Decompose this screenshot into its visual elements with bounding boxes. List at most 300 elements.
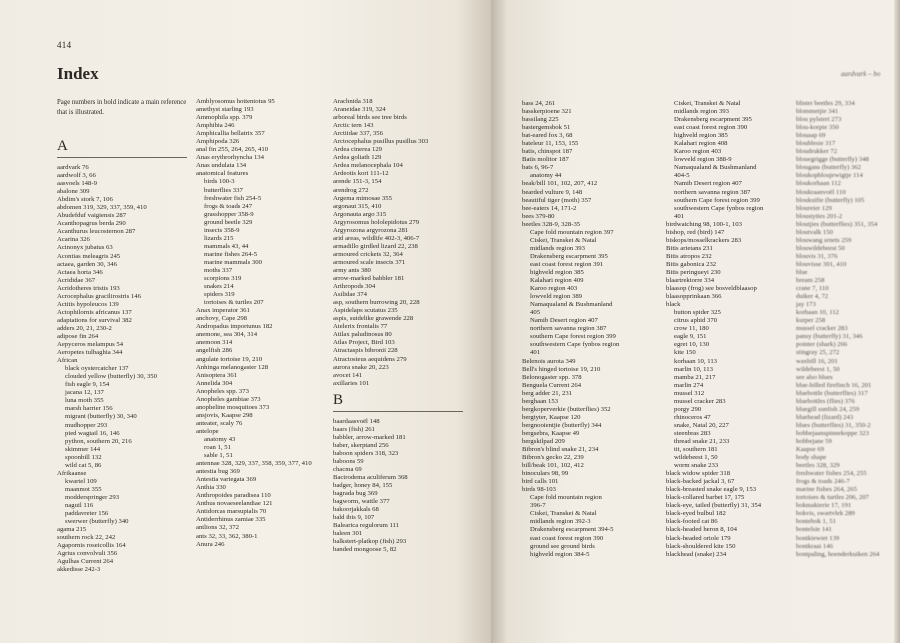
index-entry: berghaan 153 bbox=[522, 397, 559, 405]
index-entry: bobbejaanspinnekoppe 323 bbox=[796, 429, 869, 437]
index-entry: lowveld region 388-9 bbox=[674, 156, 732, 164]
index-entry: east coast forest region 391 bbox=[530, 260, 604, 268]
index-entry: armoured scale insects 371 bbox=[333, 258, 406, 266]
index-entry: aardvark 76 bbox=[57, 164, 89, 171]
index-entry: black-headed heron 8, 104 bbox=[666, 526, 737, 534]
index-entry: ground see ground birds bbox=[530, 542, 595, 550]
index-entry: east coast forest region 390 bbox=[674, 124, 748, 132]
index-entry: chacma 69 bbox=[333, 465, 362, 473]
index-entry: Cape fold mountain region 397 bbox=[530, 228, 614, 236]
index-entry: button spider 325 bbox=[674, 309, 721, 317]
index-list bbox=[57, 365, 187, 470]
index-entry: Antidorcas marsupialis 70 bbox=[196, 508, 267, 516]
index-entry: Andropadus importunus 182 bbox=[196, 323, 273, 331]
index-entry: baboons 59 bbox=[333, 457, 364, 465]
index-entry: armadillo girdled lizard 22, 238 bbox=[333, 242, 418, 250]
index-entry: blaasop (frog) see bosveldblaasop bbox=[666, 285, 757, 293]
index-entry: arende 151-3, 154 bbox=[333, 178, 382, 186]
index-entry: Bitis arietans 231 bbox=[666, 244, 713, 252]
index-column-6 bbox=[796, 100, 879, 559]
index-entry: Agapornis roseicollis 164 bbox=[57, 542, 126, 550]
index-entry: Balearica regulorum 111 bbox=[333, 522, 399, 530]
index-entry: body shape bbox=[796, 454, 827, 462]
index-entry: Atelerix frontalis 77 bbox=[333, 323, 388, 331]
index-entry: aasvoels 148-9 bbox=[57, 180, 97, 188]
index-entry: avocet 141 bbox=[333, 371, 363, 379]
index-entry: scorpions 319 bbox=[204, 275, 242, 283]
index-entry: birds 100-3 bbox=[204, 178, 235, 186]
index-entry: mamba 21, 217 bbox=[674, 373, 716, 381]
index-list bbox=[522, 180, 619, 228]
index-entry: Agrius convolvuli 356 bbox=[57, 550, 118, 558]
index-entry: marsh harrier 156 bbox=[65, 405, 113, 413]
index-list bbox=[333, 98, 463, 388]
index-entry: black-backed jackal 3, 67 bbox=[666, 478, 735, 486]
index-entry: Acridotheres tristis 193 bbox=[57, 284, 120, 292]
index-entry: Bibron's blind snake 21, 234 bbox=[522, 446, 599, 454]
index-entry: wildebeest 1, 50 bbox=[674, 454, 718, 462]
index-entry: Anisoptera 361 bbox=[196, 371, 238, 379]
index-entry: anopheline mosquitoes 373 bbox=[196, 403, 270, 411]
index-entry: actaea, garden 30, 346 bbox=[57, 260, 117, 268]
index-entry: batis, chinspot 187 bbox=[522, 148, 573, 156]
index-entry: Anthia 330 bbox=[196, 484, 226, 492]
index-entry: army ants 380 bbox=[333, 266, 371, 274]
index-entry: Namaqualand & Bushmanland bbox=[674, 164, 757, 172]
index-entry: northern savanna region 387 bbox=[674, 188, 751, 196]
index-entry: antlions 32, 372 bbox=[196, 524, 239, 532]
index-entry: bloutjies (butterflies) 351, 354 bbox=[796, 220, 878, 228]
index-entry: bees 379-80 bbox=[522, 212, 555, 220]
index-entry: bluegill sunfish 24, 259 bbox=[796, 405, 860, 413]
index-entry: thread snake 21, 233 bbox=[674, 437, 730, 445]
index-entry: Cape fold mountain region bbox=[530, 494, 602, 502]
index-entry: Abudefduf vaigiensis 287 bbox=[57, 212, 127, 220]
index-entry: Anas undulata 134 bbox=[196, 162, 247, 170]
index-list bbox=[333, 418, 463, 555]
index-entry: bontelsie 141 bbox=[796, 526, 832, 534]
index-entry: bats 6, 96-7 bbox=[522, 164, 554, 172]
section-letter-b: B bbox=[333, 391, 463, 412]
index-entry: mudhopper 293 bbox=[65, 421, 108, 429]
index-entry: maanmot 355 bbox=[65, 485, 102, 493]
index-list bbox=[57, 478, 187, 526]
index-entry: Abdim's stork 7, 106 bbox=[57, 196, 113, 204]
index-entry: Namib Desert region 407 bbox=[674, 180, 742, 188]
index-entry: blouvis 31, 376 bbox=[796, 252, 838, 260]
index-entry: Arachnida 318 bbox=[333, 98, 373, 105]
index-entry: Drakensberg escarpment 394-5 bbox=[530, 526, 614, 534]
index-entry: bontkraai 146 bbox=[796, 542, 833, 550]
index-entry: blou-korpie 350 bbox=[796, 124, 839, 132]
index-entry: adaptations for survival 382 bbox=[57, 316, 132, 324]
index-entry: Ammophila spp. 379 bbox=[196, 114, 253, 122]
index-entry: antennae 328, 329, 337, 358, 359, 377, 410 bbox=[196, 460, 312, 468]
index-entry: bergnooientjie (butterfly) 344 bbox=[522, 421, 602, 429]
index-entry: birds 98-103 bbox=[522, 486, 556, 494]
index-entry: arboreal birds see tree birds bbox=[333, 114, 407, 122]
index-entry: Amphipoda 326 bbox=[196, 138, 240, 146]
index-entry: bloukuifie (butterfly) 105 bbox=[796, 196, 865, 204]
page-title: Index bbox=[57, 64, 99, 83]
index-entry: bill/beak 101, 102, 412 bbox=[522, 462, 584, 470]
index-entry: highveld region 384-5 bbox=[530, 550, 590, 558]
index-entry: Atlas Project, Bird 103 bbox=[333, 339, 395, 347]
index-entry: bergsebra, Kaapse 49 bbox=[522, 429, 580, 437]
index-list bbox=[196, 178, 312, 307]
index-entry: eagle 9, 151 bbox=[674, 333, 707, 341]
index-entry: anteater, scaly 76 bbox=[196, 419, 243, 427]
index-entry: bloudrukker 72 bbox=[796, 148, 838, 156]
index-list bbox=[666, 470, 763, 559]
index-list bbox=[522, 358, 619, 495]
index-entry: lizards 215 bbox=[204, 234, 234, 242]
index-entry: adders 20, 21, 230-2 bbox=[57, 324, 112, 332]
index-entry: ansjovis, Kaapse 298 bbox=[196, 411, 253, 419]
index-list bbox=[57, 526, 187, 574]
index-entry: mussel cracker 283 bbox=[796, 325, 848, 333]
index-entry: Bitis peringueyi 230 bbox=[666, 268, 721, 276]
index-list bbox=[196, 307, 312, 436]
index-entry: blommetjie 341 bbox=[796, 108, 839, 116]
index-entry: Arctic tern 143 bbox=[333, 122, 374, 130]
index-entry: tortoises & turtles 206, 207 bbox=[796, 494, 870, 502]
index-entry: Amblyosomus hottentotus 95 bbox=[196, 98, 275, 105]
index-entry: modderspringer 293 bbox=[65, 493, 120, 501]
index-entry: northern savanna region 387 bbox=[530, 325, 607, 333]
index-entry: bateleur 11, 153, 155 bbox=[522, 140, 579, 148]
index-entry: bagworm, wattle 377 bbox=[333, 498, 390, 506]
index-entry: anatomy 43 bbox=[204, 435, 236, 443]
index-entry: bird calls 101 bbox=[522, 478, 559, 486]
index-entry: Acontias meleagris 245 bbox=[57, 252, 121, 260]
index-entry: Acrocephalus gracilirostris 146 bbox=[57, 292, 141, 300]
index-entry: bloukopbloujewigtje 114 bbox=[796, 172, 863, 180]
index-entry: marlin 274 bbox=[674, 381, 704, 389]
index-entry: baboon spiders 318, 323 bbox=[333, 449, 399, 457]
index-entry: Antestia variegata 369 bbox=[196, 476, 257, 484]
intro-note: Page numbers in bold indicate a main reference that is illustrated. bbox=[57, 99, 187, 116]
index-entry: bobbejane 59 bbox=[796, 437, 832, 445]
index-entry: berg adder 21, 231 bbox=[522, 389, 573, 397]
index-entry: Actophilornis africanus 137 bbox=[57, 308, 132, 316]
index-entry: anemoon 314 bbox=[196, 339, 233, 347]
index-entry: Argema mimosae 355 bbox=[333, 194, 392, 202]
index-entry: antestia bug 369 bbox=[196, 468, 240, 476]
index-entry: Atractaspis bibronii 228 bbox=[333, 347, 398, 355]
index-entry: basskerpioene 321 bbox=[522, 108, 572, 116]
index-entry: see also blues bbox=[796, 373, 833, 381]
index-entry: steenbras 283 bbox=[674, 429, 711, 437]
index-entry: southern Cape forest region 399 bbox=[674, 196, 760, 204]
index-entry: bontebok 1, 51 bbox=[796, 518, 836, 526]
index-entry: blougans (butterfly) 362 bbox=[796, 164, 862, 172]
index-entry: argonaut 315, 410 bbox=[333, 202, 382, 210]
index-list bbox=[666, 100, 763, 221]
index-entry: bass 24, 261 bbox=[522, 100, 556, 107]
index-entry: southern Cape forest region 399 bbox=[530, 333, 616, 341]
index-entry: Bibron's gecko 22, 239 bbox=[522, 454, 584, 462]
index-entry: Namaqualand & Bushmanland bbox=[530, 301, 613, 309]
index-entry: bee-eaters 14, 171-2 bbox=[522, 204, 577, 212]
index-entry: Afrikaanse bbox=[57, 469, 87, 477]
index-entry: 405 bbox=[530, 309, 541, 317]
index-entry: Kalahari region 408 bbox=[674, 140, 728, 148]
index-entry: bergkoperverkie (butterflies) 352 bbox=[522, 405, 611, 413]
index-entry: binoculars 98, 99 bbox=[522, 470, 569, 478]
index-entry: agama 215 bbox=[57, 526, 87, 534]
index-entry: 404-5 bbox=[674, 172, 690, 180]
index-entry: Aspidelaps scutatus 235 bbox=[333, 307, 398, 315]
index-entry: Karoo region 403 bbox=[674, 148, 722, 156]
index-list bbox=[522, 172, 619, 180]
index-entry: Anthus novaeseelandiae 121 bbox=[196, 500, 273, 508]
index-entry: rhinoceros 47 bbox=[674, 413, 711, 421]
index-entry: korhaan 10, 113 bbox=[674, 357, 718, 365]
index-entry: blouaap 69 bbox=[796, 132, 826, 140]
index-entry: naguil 116 bbox=[65, 501, 94, 509]
index-entry: Ardea melanocephala 104 bbox=[333, 162, 403, 170]
index-entry: black widow spider 318 bbox=[666, 470, 731, 478]
index-entry: baardaasvoël 148 bbox=[333, 417, 380, 425]
index-entry: blouegrigge (butterfly) 348 bbox=[796, 156, 869, 164]
index-entry: bagrada bug 369 bbox=[333, 490, 378, 498]
index-entry: luna moth 355 bbox=[65, 397, 104, 405]
index-entry: blouvisse 301, 410 bbox=[796, 260, 847, 268]
index-entry: Namib Desert region 407 bbox=[530, 317, 598, 325]
index-entry: blaasopprinkaan 366 bbox=[666, 293, 722, 301]
index-list bbox=[522, 229, 619, 358]
index-entry: Argonauta argo 315 bbox=[333, 210, 387, 218]
index-entry: marine fishes 264-5 bbox=[204, 250, 258, 258]
section-letter-a: A bbox=[57, 137, 187, 158]
index-entry: bluebottles (flies) 376 bbox=[796, 397, 855, 405]
index-entry: marine mammals 300 bbox=[204, 258, 262, 266]
index-entry: jay 173 bbox=[796, 301, 816, 309]
index-entry: blou pylstert 273 bbox=[796, 116, 842, 124]
index-entry: black oystercatcher 137 bbox=[65, 365, 129, 373]
index-column-5 bbox=[666, 100, 763, 559]
index-entry: python, southern 20, 216 bbox=[65, 437, 132, 445]
index-entry: kite 150 bbox=[674, 349, 696, 357]
index-entry: Arthropods 304 bbox=[333, 283, 376, 291]
index-entry: angulate tortoise 19, 210 bbox=[196, 355, 263, 363]
index-entry: Argyrosomus hololepidotus 279 bbox=[333, 218, 420, 226]
index-entry: Atilax paludinosus 80 bbox=[333, 331, 392, 339]
index-entry: mussel 312 bbox=[674, 389, 705, 397]
index-entry: Ardeotis kori 111-12 bbox=[333, 170, 389, 178]
index-entry: jacana 12, 137 bbox=[65, 389, 104, 397]
index-entry: crow 11, 180 bbox=[674, 325, 709, 333]
index-entry: Bitis gabonica 232 bbox=[666, 260, 717, 268]
index-entry: baleen 301 bbox=[333, 530, 363, 538]
index-entry: Acanthurus leucosternon 287 bbox=[57, 228, 136, 236]
index-entry: citrus aphid 370 bbox=[674, 317, 718, 325]
index-entry: Arctiidae 337, 356 bbox=[333, 130, 383, 138]
index-entry: pointer (shark) 266 bbox=[796, 341, 848, 349]
index-entry: Anopheles spp. 373 bbox=[196, 387, 249, 395]
index-column-4 bbox=[522, 100, 619, 559]
index-entry: banded mongoose 5, 82 bbox=[333, 546, 397, 554]
index-entry: pansy (butterfly) 31, 346 bbox=[796, 333, 863, 341]
index-entry: egret 10, 130 bbox=[674, 341, 710, 349]
index-entry: Acinonyx jubatus 63 bbox=[57, 244, 113, 252]
index-entry: Benguela Current 264 bbox=[522, 381, 582, 389]
index-entry: worm snake 233 bbox=[674, 462, 719, 470]
index-entry: 396-7 bbox=[530, 502, 546, 510]
index-entry: marine fishes 264, 265 bbox=[796, 486, 857, 494]
index-entry: asp, southern burrowing 20, 228 bbox=[333, 299, 420, 307]
index-entry: mammals 43, 44 bbox=[204, 242, 249, 250]
index-entry: anemone, sea 304, 314 bbox=[196, 331, 258, 339]
index-entry: 401 bbox=[674, 212, 685, 220]
index-entry: Acanthopagrus berda 290 bbox=[57, 220, 126, 228]
index-entry: arid areas, wildlife 402-3, 406-7 bbox=[333, 234, 420, 242]
index-entry: babbler, arrow-marked 181 bbox=[333, 433, 406, 441]
index-entry: bokvis, swartvlek 289 bbox=[796, 510, 855, 518]
index-entry: wildebeest 1, 50 bbox=[796, 365, 840, 373]
index-entry: black-footed cat 86 bbox=[666, 518, 718, 526]
index-entry: lowveld region 389 bbox=[530, 293, 583, 301]
index-entry: black-breasted snake eagle 9, 153 bbox=[666, 486, 757, 494]
index-entry: bloureier 129 bbox=[796, 204, 832, 212]
index-list bbox=[796, 100, 879, 559]
index-entry: blue-billed firefinch 16, 201 bbox=[796, 381, 872, 389]
index-list bbox=[522, 494, 619, 558]
index-entry: Ciskei, Transkei & Natal bbox=[530, 236, 597, 244]
index-entry: blue bbox=[796, 268, 808, 276]
index-entry: clouded yellow (butterfly) 30, 350 bbox=[65, 373, 157, 381]
index-entry: snakes 214 bbox=[204, 283, 234, 291]
index-list bbox=[666, 221, 763, 310]
index-entry: bearded vulture 9, 148 bbox=[522, 188, 583, 196]
index-entry: Anthropoides paradisea 110 bbox=[196, 492, 271, 500]
index-entry: grasshopper 358-9 bbox=[204, 210, 254, 218]
index-entry: axillaries 101 bbox=[333, 379, 370, 387]
index-entry: black-eye, tailed (butterfly) 31, 354 bbox=[666, 502, 762, 510]
index-entry: Annelida 304 bbox=[196, 379, 233, 387]
index-entry: butterflies 337 bbox=[204, 186, 243, 194]
page-number: 414 bbox=[57, 40, 72, 50]
index-entry: amethyst starling 193 bbox=[196, 106, 254, 114]
index-entry: bontpaling, hoenderkuiken 264 bbox=[796, 550, 880, 558]
index-entry: moths 337 bbox=[204, 266, 233, 274]
index-entry: beak/bill 101, 102, 207, 412 bbox=[522, 180, 598, 188]
index-entry: tortoises & turtles 207 bbox=[204, 299, 264, 307]
index-entry: crane 7, 110 bbox=[796, 285, 829, 293]
index-entry: migrant (butterfly) 30, 340 bbox=[65, 413, 137, 421]
index-entry: bishop, red (bird) 147 bbox=[666, 228, 725, 236]
index-entry: baars (fish) 261 bbox=[333, 425, 375, 433]
index-entry: Argyrozona argyrozona 281 bbox=[333, 226, 409, 234]
index-entry: Anas erythrorhyncha 134 bbox=[196, 154, 264, 162]
index-entry: roan 1, 51 bbox=[204, 444, 231, 452]
index-list bbox=[196, 460, 312, 549]
index-entry: Acrididae 367 bbox=[57, 276, 96, 284]
index-entry: Arctocephalus pusillus pusillus 303 bbox=[333, 138, 429, 146]
index-entry: Bell's hinged tortoise 19, 210 bbox=[522, 365, 601, 373]
index-entry: midlands region 393 bbox=[674, 108, 729, 116]
index-entry: Atractosteus aequidens 279 bbox=[333, 355, 407, 363]
index-entry: bontkiewiet 139 bbox=[796, 534, 840, 542]
index-entry: Bactrodema aculiferum 368 bbox=[333, 474, 408, 482]
index-entry: beetles 328, 329 bbox=[796, 462, 840, 470]
index-entry: adipose fin 264 bbox=[57, 332, 99, 340]
index-entry: kurper 258 bbox=[796, 317, 826, 325]
index-entry: badger, honey 84, 155 bbox=[333, 482, 393, 490]
index-entry: bluebottle (butterflies) 317 bbox=[796, 389, 868, 397]
index-entry: Antiderrhinus zamiae 335 bbox=[196, 516, 266, 524]
index-entry: sable 1, 51 bbox=[204, 452, 233, 460]
index-entry: Agulhas Current 264 bbox=[57, 558, 114, 566]
index-entry: waxbill 16, 201 bbox=[796, 357, 838, 365]
index-entry: bokmakierie 17, 191 bbox=[796, 502, 852, 510]
index-entry: southern rock 22, 242 bbox=[57, 534, 116, 542]
index-entry: freshwater fishes 254, 255 bbox=[796, 470, 867, 478]
index-entry: midlands region 392-3 bbox=[530, 518, 591, 526]
index-entry: marlin 10, 113 bbox=[674, 365, 713, 373]
index-list bbox=[57, 470, 187, 478]
index-entry: abdomen 319, 329, 337, 359, 410 bbox=[57, 204, 147, 212]
index-entry: spiders 319 bbox=[204, 291, 235, 299]
index-entry: birdwatching 98, 100-1, 103 bbox=[666, 220, 742, 228]
index-entry: blouwildebeest 50 bbox=[796, 244, 845, 252]
index-entry: stingray 25, 272 bbox=[796, 349, 840, 357]
running-head: aardvark – bo bbox=[841, 70, 881, 78]
index-entry: Ciskei, Transkei & Natal bbox=[530, 510, 597, 518]
index-entry: bald ibis 9, 107 bbox=[333, 514, 375, 522]
index-column-3 bbox=[333, 98, 463, 554]
index-entry: bloukorhaan 112 bbox=[796, 180, 841, 188]
index-entry: anatomical features bbox=[196, 170, 249, 178]
index-entry: blister beetles 29, 334 bbox=[796, 100, 855, 107]
index-entry: bream 258 bbox=[796, 277, 825, 285]
index-entry: bloukraanvoël 110 bbox=[796, 188, 846, 196]
index-entry: Araneidae 319, 324 bbox=[333, 106, 386, 114]
index-entry: mussel cracker 283 bbox=[674, 397, 726, 405]
index-entry: bluehead (lizard) 243 bbox=[796, 413, 854, 421]
index-entry: anal fin 255, 264, 265, 410 bbox=[196, 146, 269, 154]
index-entry: fish eagle 9, 154 bbox=[65, 381, 110, 389]
index-entry: pied wagtail 16, 146 bbox=[65, 429, 120, 437]
index-entry: Drakensberg escarpment 395 bbox=[530, 252, 608, 260]
index-entry: bloublesie 317 bbox=[796, 140, 836, 148]
index-entry: blouwang srnets 259 bbox=[796, 236, 852, 244]
index-entry: insects 358-9 bbox=[204, 226, 240, 234]
index-entry: black-shouldered kite 150 bbox=[666, 542, 736, 550]
index-entry: bloustyties 201-2 bbox=[796, 212, 843, 220]
index-list bbox=[666, 309, 763, 470]
index-entry: Acarina 326 bbox=[57, 236, 90, 244]
index-entry: black-collared barbet 17, 175 bbox=[666, 494, 745, 502]
index-entry: Aepyceros melampus 54 bbox=[57, 341, 124, 349]
index-entry: highveld region 385 bbox=[530, 268, 584, 276]
index-entry: Bitis atropos 232 bbox=[666, 252, 712, 260]
index-entry: biskops/mosselkrackers 283 bbox=[666, 236, 742, 244]
index-entry: balkstert-platkop (fish) 293 bbox=[333, 538, 407, 546]
index-entry: ground beetle 329 bbox=[204, 218, 253, 226]
index-entry: Ardea goliath 129 bbox=[333, 154, 382, 162]
index-entry: Belenois aurota 349 bbox=[522, 357, 576, 365]
index-entry: blues (butterflies) 31, 350-2 bbox=[796, 421, 871, 429]
index-entry: beautiful tiger (moth) 357 bbox=[522, 196, 592, 204]
index-entry: Aeropetes tulbaghia 344 bbox=[57, 349, 123, 357]
index-entry: Belonogaster spp. 378 bbox=[522, 373, 582, 381]
index-entry: anatomy 44 bbox=[530, 172, 562, 180]
right-page bbox=[491, 0, 900, 643]
index-entry: Anura 246 bbox=[196, 540, 225, 548]
index-entry: bassilang 225 bbox=[522, 116, 559, 124]
